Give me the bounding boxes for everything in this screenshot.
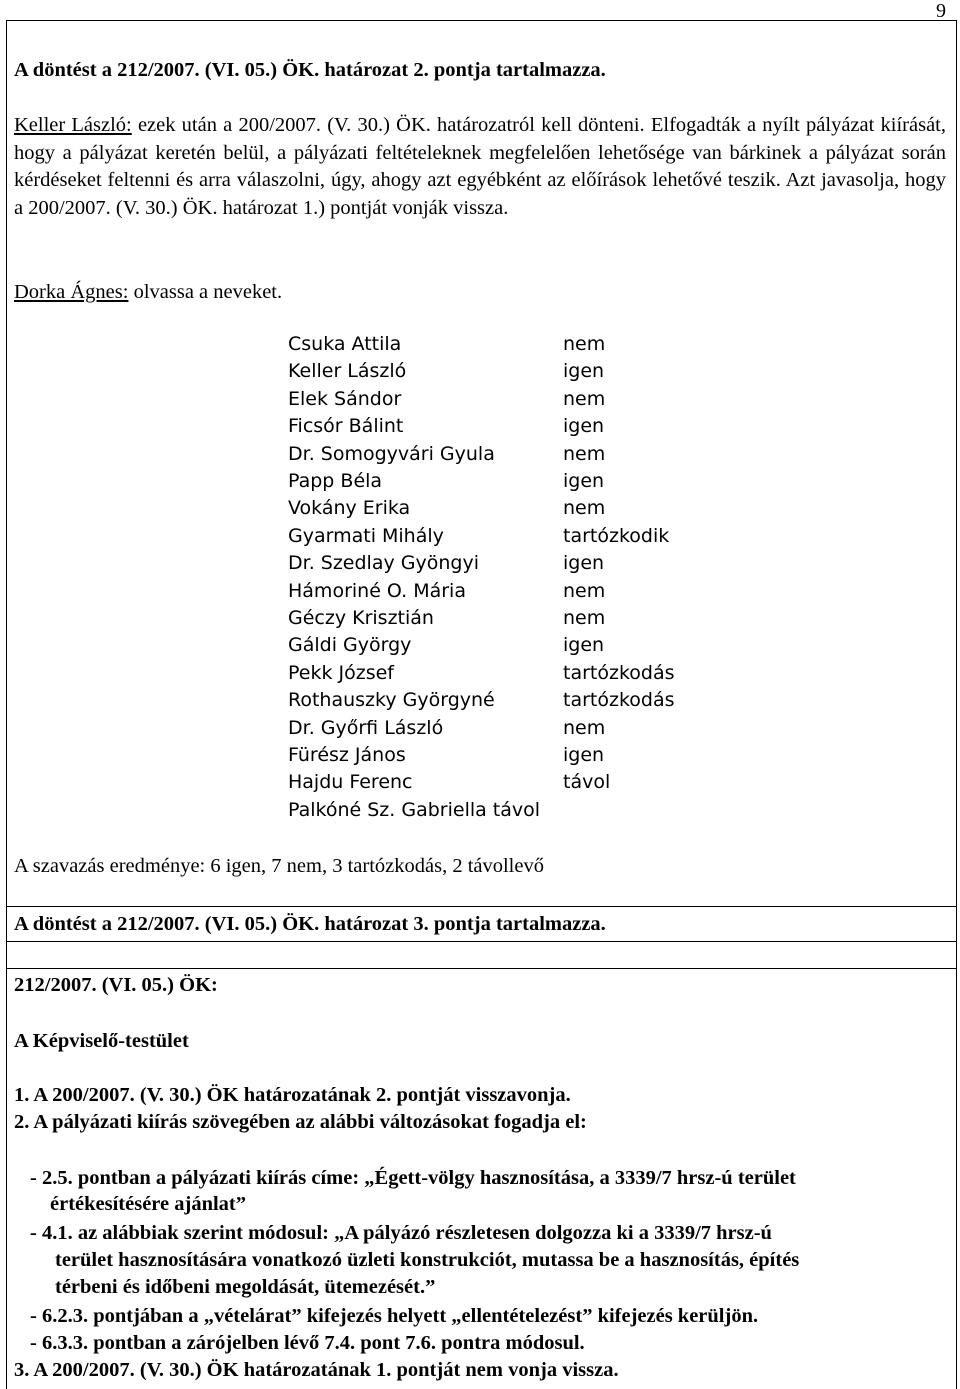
voter-name: Keller László (288, 360, 407, 383)
sub-item-1-line-1: - 2.5. pontban a pályázati kiírás címe: „Égett-völgy hasznosítása, a 3339/7 hrsz-ú terület (30, 1167, 796, 1189)
voter-name: Elek Sándor (288, 387, 402, 410)
voter-name: Palkóné Sz. Gabriella távol (288, 798, 541, 821)
voter-name: Hámoriné O. Mária (288, 579, 466, 602)
vote-value: nem (563, 333, 606, 355)
voter-name: Géczy Krisztián (288, 607, 434, 629)
resolution-item-3: 3. A 200/2007. (V. 30.) ÖK határozatának 1. pontját nem vonja vissza. (14, 1359, 619, 1381)
voter-name: Pekk József (288, 661, 394, 684)
vote-value: tartózkodás (563, 661, 675, 684)
vote-value: tartózkodás (563, 689, 675, 712)
vote-result: A szavazás eredménye: 6 igen, 7 nem, 3 tartózkodás, 2 távollevő (14, 855, 544, 877)
sub-item-2-line-3: térbeni és időbeni megoldását, ütemezését.” (55, 1276, 436, 1298)
voter-name: Gáldi György (288, 634, 412, 657)
vote-value: igen (563, 470, 605, 492)
resolution-item-2: 2. A pályázati kiírás szövegében az alábbi változásokat fogadja el: (14, 1111, 587, 1133)
dorka-speaker: Dorka Ágnes: (14, 281, 129, 303)
voter-name: Hajdu Ferenc (288, 771, 413, 794)
voter-name: Csuka Attila (288, 333, 402, 355)
vote-value: igen (563, 634, 605, 657)
vote-value: nem (563, 442, 606, 465)
decision-2: A döntést a 212/2007. (VI. 05.) ÖK. határozat 3. pontja tartalmazza. (14, 913, 606, 935)
voter-name: Gyarmati Mihály (288, 524, 444, 547)
voter-name: Vokány Erika (288, 497, 411, 520)
dorka-line (14, 280, 282, 304)
sub-item-2-line-2: terület hasznosítására vonatkozó üzleti konstrukciót, mutassa be a hasznosítás, építés (55, 1249, 800, 1271)
voter-name: Fürész János (288, 744, 406, 766)
keller-paragraph (14, 112, 946, 222)
keller-speaker: Keller László: (14, 114, 132, 136)
voter-name: Rothauszky Györgyné (288, 689, 495, 712)
vote-value: igen (563, 415, 605, 438)
voter-name: Dr. Szedlay Gyöngyi (288, 552, 479, 575)
voter-name: Ficsór Bálint (288, 415, 404, 438)
vote-value: igen (563, 744, 605, 766)
dorka-text: olvassa a neveket. (128, 281, 283, 303)
page-number: 9 (936, 0, 946, 22)
vote-value: tartózkodik (563, 524, 670, 547)
sub-item-4: - 6.3.3. pontban a zárójelben lévő 7.4. pont 7.6. pontra módosul. (30, 1332, 585, 1354)
voter-name: Dr. Somogyvári Gyula (288, 442, 495, 465)
resolution-item-1: 1. A 200/2007. (V. 30.) ÖK határozatának 2. pontját visszavonja. (14, 1084, 571, 1106)
vote-value: nem (563, 607, 606, 629)
voter-name: Papp Béla (288, 470, 383, 492)
vote-value: igen (563, 552, 605, 575)
vote-value: nem (563, 497, 606, 520)
sub-item-2-line-1: - 4.1. az alábbiak szerint módosul: „A pályázó részletesen dolgozza ki a 3339/7 hrsz-ú (30, 1222, 772, 1244)
sub-item-1-line-2: értékesítésére ajánlat” (50, 1193, 247, 1215)
voter-name: Dr. Győrfi László (288, 716, 444, 739)
vote-value: igen (563, 360, 605, 383)
resolution-number: 212/2007. (VI. 05.) ÖK: (14, 974, 218, 996)
resolution-body: A Képviselő-testület (14, 1030, 189, 1052)
vote-value: nem (563, 387, 606, 410)
vote-value: nem (563, 716, 606, 739)
vote-value: nem (563, 579, 606, 602)
decision-1: A döntést a 212/2007. (VI. 05.) ÖK. határozat 2. pontja tartalmazza. (14, 59, 606, 81)
sub-item-3: - 6.2.3. pontjában a „vételárat” kifejezés helyett „ellentételezést” kifejezés kerüljön. (30, 1305, 759, 1327)
vote-value: távol (563, 771, 611, 794)
keller-text: ezek után a 200/2007. (V. 30.) ÖK. határozatról kell dönteni. Elfogadták a nyílt pályázat kiírását, hogy a pályázat keretén belül, a pályázati feltételeknek megfelelően lehetősége van bárkinek a pályázat során kérdéseket feltenni és arra válaszolni, úgy, ahogy azt egyébként az előírások lehetővé teszik. Azt javasolja, hogy a 200/2007. (V. 30.) ÖK. határozat 1.) pontját vonják vissza. (14, 114, 946, 219)
